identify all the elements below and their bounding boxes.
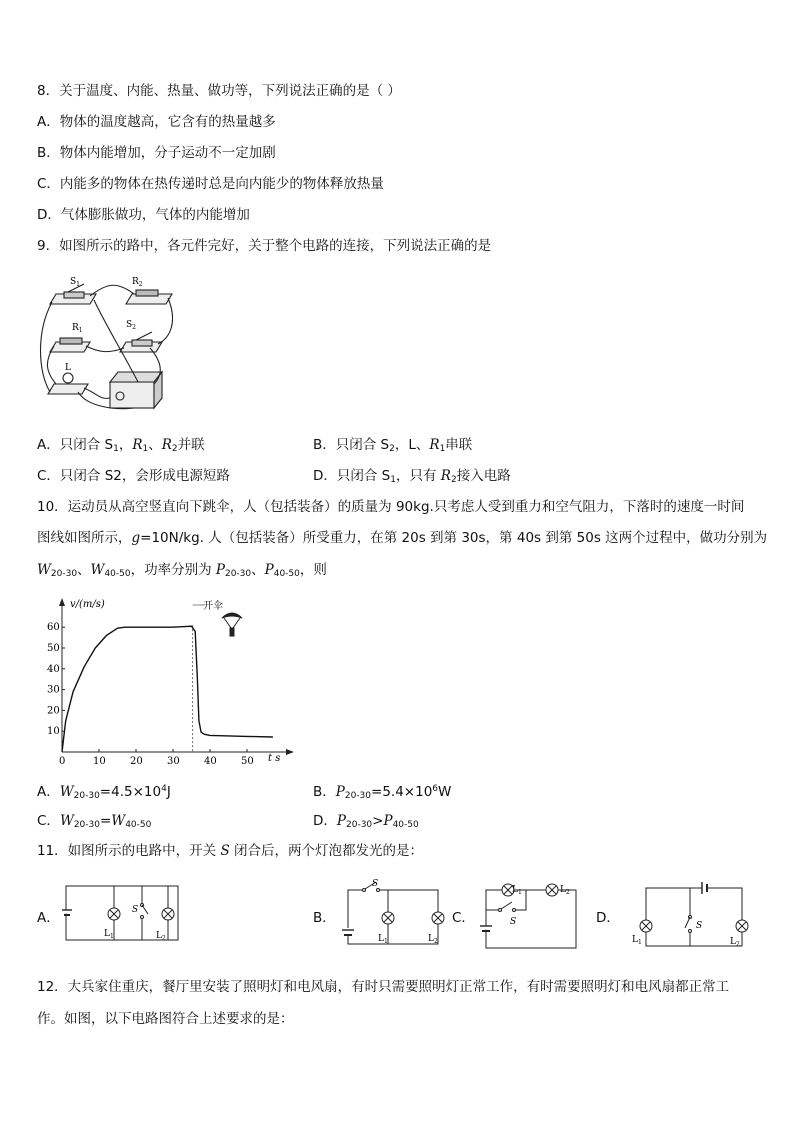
q11-label-b: B． (313, 910, 336, 926)
q10-stem-3: $W_{20-30}$、$W_{40-50}$，功率分别为 $P_{20-30}$、$P_{40-50}$，则 (37, 562, 327, 579)
label-s1: $S_1$ (70, 277, 80, 288)
q9-circuit-photo (38, 272, 173, 410)
label-r2: $R_2$ (132, 277, 143, 288)
q9-option-a: A．只闭合 $S_1$，$R_1$、$R_2$并联 (37, 437, 205, 454)
q11-label-d: D． (596, 910, 620, 926)
q11-label-c: C． (452, 910, 475, 926)
label-s: S (372, 879, 379, 889)
q8-option-b: B．物体内能增加，分子运动不一定加剧 (37, 145, 276, 161)
label-s: S (132, 905, 139, 915)
velocity-time-chart (36, 594, 300, 770)
q11-stem: 11．如图所示的电路中，开关 S 闭合后，两个灯泡都发光的是： (37, 843, 424, 859)
y-tick-label: 10 (47, 726, 60, 738)
label-l1: $L_1$ (378, 934, 388, 945)
label-l1: $L_1$ (512, 885, 522, 896)
parachute-icon (222, 613, 242, 636)
label-l2: $L_2$ (156, 931, 166, 942)
q9-stem: 9．如图所示的路中，各元件完好，关于整个电路的连接，下列说法正确的是 (37, 238, 492, 254)
q9-option-b: B．只闭合 $S_2$，L、$R_1$串联 (313, 437, 473, 454)
velocity-curve (62, 626, 273, 752)
label-l2: $L_2$ (560, 885, 570, 896)
x-tick-label: 0 (59, 756, 66, 767)
label-s2: $S_2$ (126, 320, 136, 331)
y-tick-label: 20 (47, 705, 60, 717)
q8-option-d: D．气体膨胀做功，气体的内能增加 (37, 207, 250, 223)
y-axis-label: v/(m/s) (70, 599, 105, 610)
x-tick-label: 40 (204, 756, 217, 767)
label-l1: $L_1$ (104, 929, 114, 940)
x-axis-arrow (286, 749, 294, 755)
q8-option-c: C．内能多的物体在热传递时总是向内能少的物体释放热量 (37, 176, 384, 192)
q10-option-d: D．$P_{20-30}>P_{40-50}$ (313, 813, 419, 830)
q12-stem-2: 作。如图，以下电路图符合上述要求的是： (37, 1011, 294, 1027)
q10-option-c: C．$W_{20-30}=W_{40-50}$ (37, 813, 152, 830)
q8-option-a: A．物体的温度越高，它含有的热量越多 (37, 114, 276, 130)
q10-stem-2: 图线如图所示，g=10N/kg. 人（包括装备）所受重力，在第 20s 到第 30s，第 40s 到第 50s 这两个过程中，做功分别为 (37, 530, 768, 546)
label-r1: $R_1$ (72, 323, 83, 334)
label-l: L (65, 363, 71, 373)
label-l2: $L_2$ (428, 934, 438, 945)
label-s: S (510, 917, 517, 927)
q8-stem: 8．关于温度、内能、热量、做功等，下列说法正确的是（ ） (37, 83, 401, 99)
x-tick-label: 10 (93, 756, 106, 767)
q10-option-b: B．$P_{20-30}=5.4\times 10^6W$ (313, 784, 452, 801)
label-l2: $L_2$ (730, 937, 740, 948)
q11-circuit-a (62, 882, 186, 948)
q10-stem-1: 10．运动员从高空竖直向下跳伞，人（包括装备）的质量为 90kg.只考虑人受到重力和空气阻力，下落时的速度一时间 (37, 499, 745, 515)
y-axis-arrow (59, 598, 65, 606)
q12-stem-1: 12．大兵家住重庆，餐厅里安装了照明灯和电风扇，有时只需要照明灯正常工作，有时需要照明灯和电风扇都正常工 (37, 979, 730, 995)
q10-option-a: A．$W_{20-30}=4.5\times 10^4J$ (37, 784, 171, 801)
q9-option-c: C．只闭合 S2，会形成电源短路 (37, 468, 230, 484)
x-tick-label: 20 (130, 756, 143, 767)
label-s: S (696, 921, 703, 931)
x-tick-label: 30 (167, 756, 180, 767)
label-l1: $L_1$ (632, 935, 642, 946)
x-axis-label: t s (268, 753, 281, 764)
y-tick-label: 50 (47, 643, 60, 654)
q11-circuit-b (340, 878, 448, 950)
y-tick-label: 40 (47, 663, 60, 675)
x-tick-label: 50 (241, 756, 254, 767)
q11-label-a: A． (37, 910, 60, 926)
y-tick-label: 60 (47, 622, 60, 634)
y-tick-label: 30 (47, 684, 60, 696)
q9-option-d: D．只闭合 $S_1$，只有 $R_2$接入电路 (313, 468, 511, 485)
q11-circuit-c (472, 880, 582, 952)
parachute-annotation: 开伞 (203, 601, 223, 612)
q11-circuit-d (630, 880, 754, 952)
